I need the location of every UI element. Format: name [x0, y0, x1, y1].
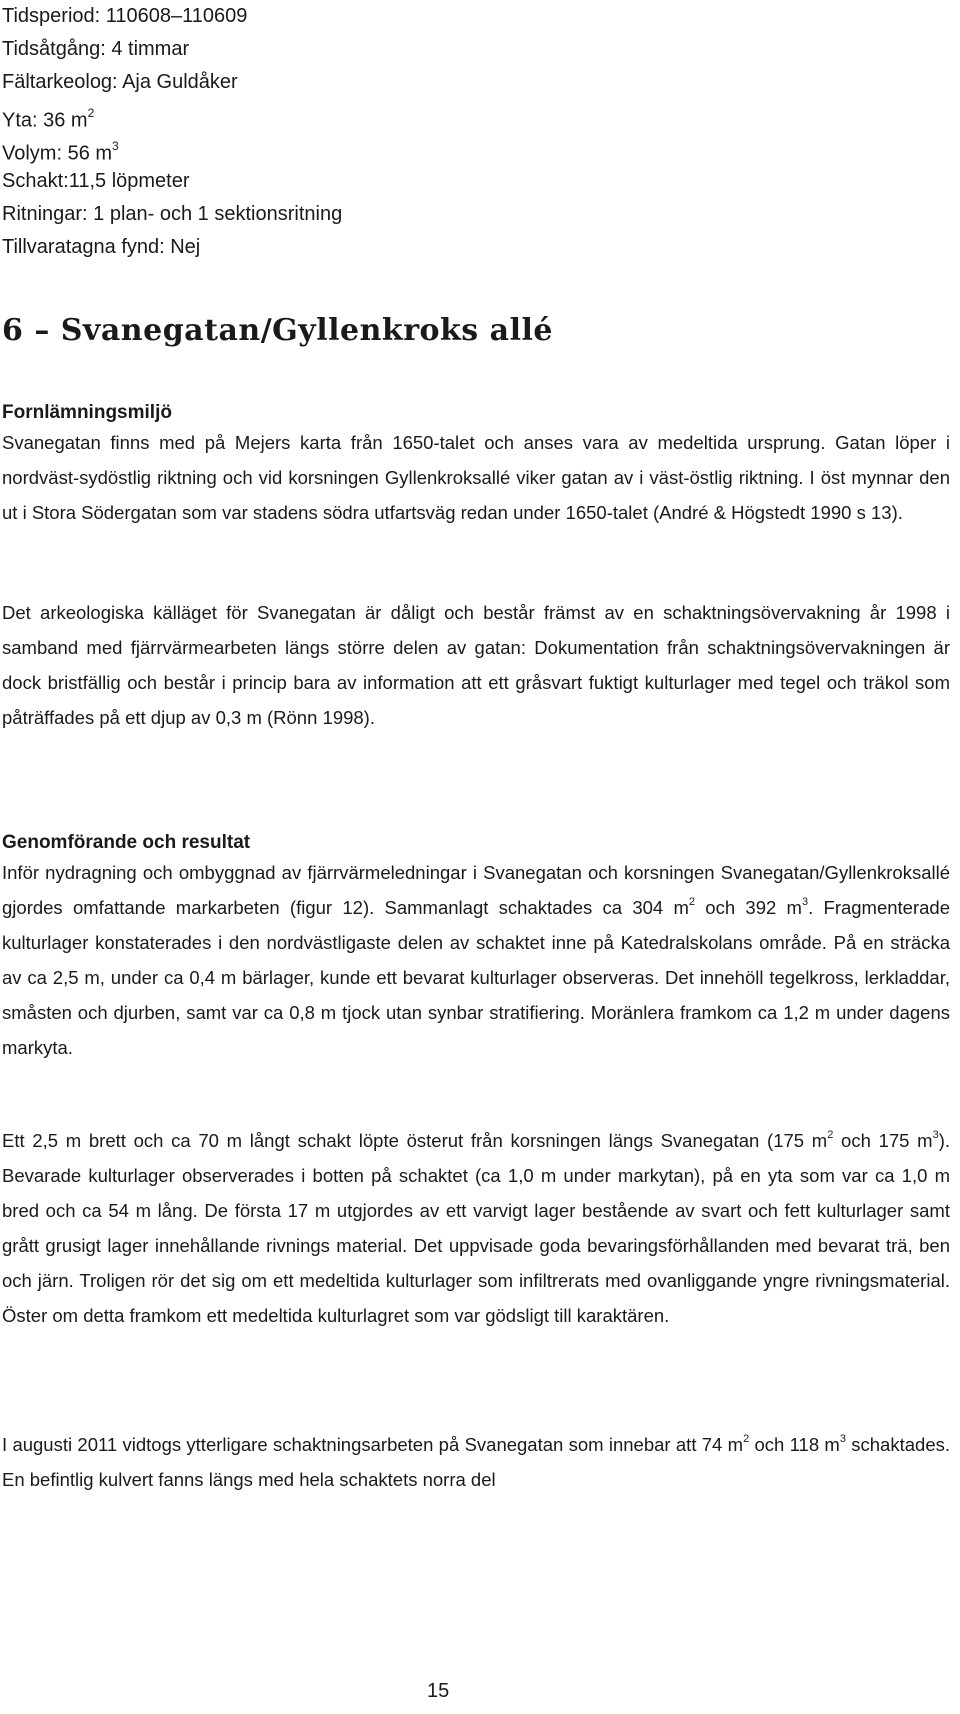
archaeologist-line: Fältarkeolog: Aja Guldåker [2, 71, 238, 93]
section-title: 6 – Svanegatan/Gyllenkroks allé [2, 313, 553, 348]
results-p2-sup-1: 2 [827, 1128, 834, 1141]
results-p2-sup-2: 3 [932, 1128, 939, 1141]
results-p1-sup-1: 2 [688, 895, 696, 908]
results-p1-text-b: och 392 m [695, 897, 802, 918]
results-p2-text-c: ). Bevarade kulturlager observerades i botten på schaktet (ca 1,0 m under markytan), på en yta som var ca 1,0 m bred och ca 54 m lång. De första 17 m utgjordes av ett varvigt lager bestående av svart och fett kulturlager samt grått grusigt lager innehållande rivnings material. Det uppvisade goda bevaringsförhållanden med bevarat trä, ben och järn. Troligen rör det sig om ett medeltida kulturlager som infiltrerats med ovanliggande yngre rivningsmaterial. Öster om detta framkom ett medeltida kulturlagret som var gödsligt till karaktären. [2, 1130, 950, 1326]
results-p3-sup-2: 3 [839, 1432, 846, 1445]
time-line: Tidsåtgång: 4 timmar [2, 38, 190, 60]
drawings-line: Ritningar: 1 plan- och 1 sektionsritning [2, 203, 343, 225]
results-p1-sup-2: 3 [801, 895, 809, 908]
results-p2-text-a: Ett 2,5 m brett och ca 70 m långt schakt löpte österut från korsningen längs Svanegatan (175 m [2, 1130, 828, 1151]
results-heading: Genomförande och resultat [2, 832, 251, 853]
environment-heading: Fornlämningsmiljö [2, 402, 172, 423]
results-p3-text-b: och 118 m [749, 1434, 840, 1455]
results-paragraph-3 [2, 1427, 950, 1497]
results-p1-text-c: . Fragmenterade kulturlager konstaterades i den nordvästligaste delen av schaktet inne på Katedralskolans område. På en sträcka av ca 2,5 m, under ca 0,4 m bärlager, kunde ett bevarat kulturlager observeras. Det innehöll tegelkross, lerkladdar, småsten och djurben, samt var ca 0,8 m tjock utan synbar stratifiering. Moränlera framkom ca 1,2 m under dagens markyta. [2, 897, 950, 1058]
area-superscript: 2 [87, 106, 95, 120]
period-line: Tidsperiod: 110608–110609 [2, 5, 248, 27]
results-p3-text-c: schaktades. En befintlig kulvert fanns längs med hela schaktets norra del [2, 1434, 950, 1490]
results-p2-text-b: och 175 m [833, 1130, 933, 1151]
trench-line: Schakt:11,5 löpmeter [2, 170, 190, 192]
results-p1-text-a: Inför nydragning och ombyggnad av fjärrvärmeledningar i Svanegatan och korsningen Svanegatan/Gyllenkroksallé gjordes omfattande markarbeten (figur 12). Sammanlagt schaktades ca 304 m [2, 862, 950, 918]
volume-label: Volym: 56 m [2, 142, 113, 165]
results-paragraph-1 [2, 855, 950, 1065]
finds-line: Tillvaratagna fynd: Nej [2, 236, 201, 258]
environment-paragraph-2: Det arkeologiska källäget för Svanegatan är dåligt och består främst av en schaktningsövervakning år 1998 i samband med fjärrvärmearbeten längs större delen av gatan: Dokumentation från schaktningsövervakningen är dock bristfällig och består i princip bara av information att ett gråsvart fuktigt kulturlager med tegel och träkol som påträffades på ett djup av 0,3 m (Rönn 1998). [2, 602, 950, 728]
area-label: Yta: 36 m [2, 109, 88, 132]
volume-line [2, 132, 342, 165]
results-paragraph-2 [2, 1123, 950, 1333]
metadata-block [2, 0, 342, 264]
page-number: 15 [427, 1680, 450, 1702]
volume-superscript: 3 [112, 139, 119, 153]
results-p3-text-a: I augusti 2011 vidtogs ytterligare schaktningsarbeten på Svanegatan som innebar att 74 m [2, 1434, 744, 1455]
environment-paragraph-1: Svanegatan finns med på Mejers karta från 1650-talet och anses vara av medeltida ursprung. Gatan löper i nordväst-sydöstlig riktning och vid korsningen Gyllenkroksallé viker gatan av i väst-östlig riktning. I öst mynnar den ut i Stora Södergatan som var stadens södra utfartsväg redan under 1650-talet (André & Högstedt 1990 s 13). [2, 432, 950, 523]
area-line [2, 99, 342, 132]
results-p3-sup-1: 2 [743, 1432, 750, 1445]
